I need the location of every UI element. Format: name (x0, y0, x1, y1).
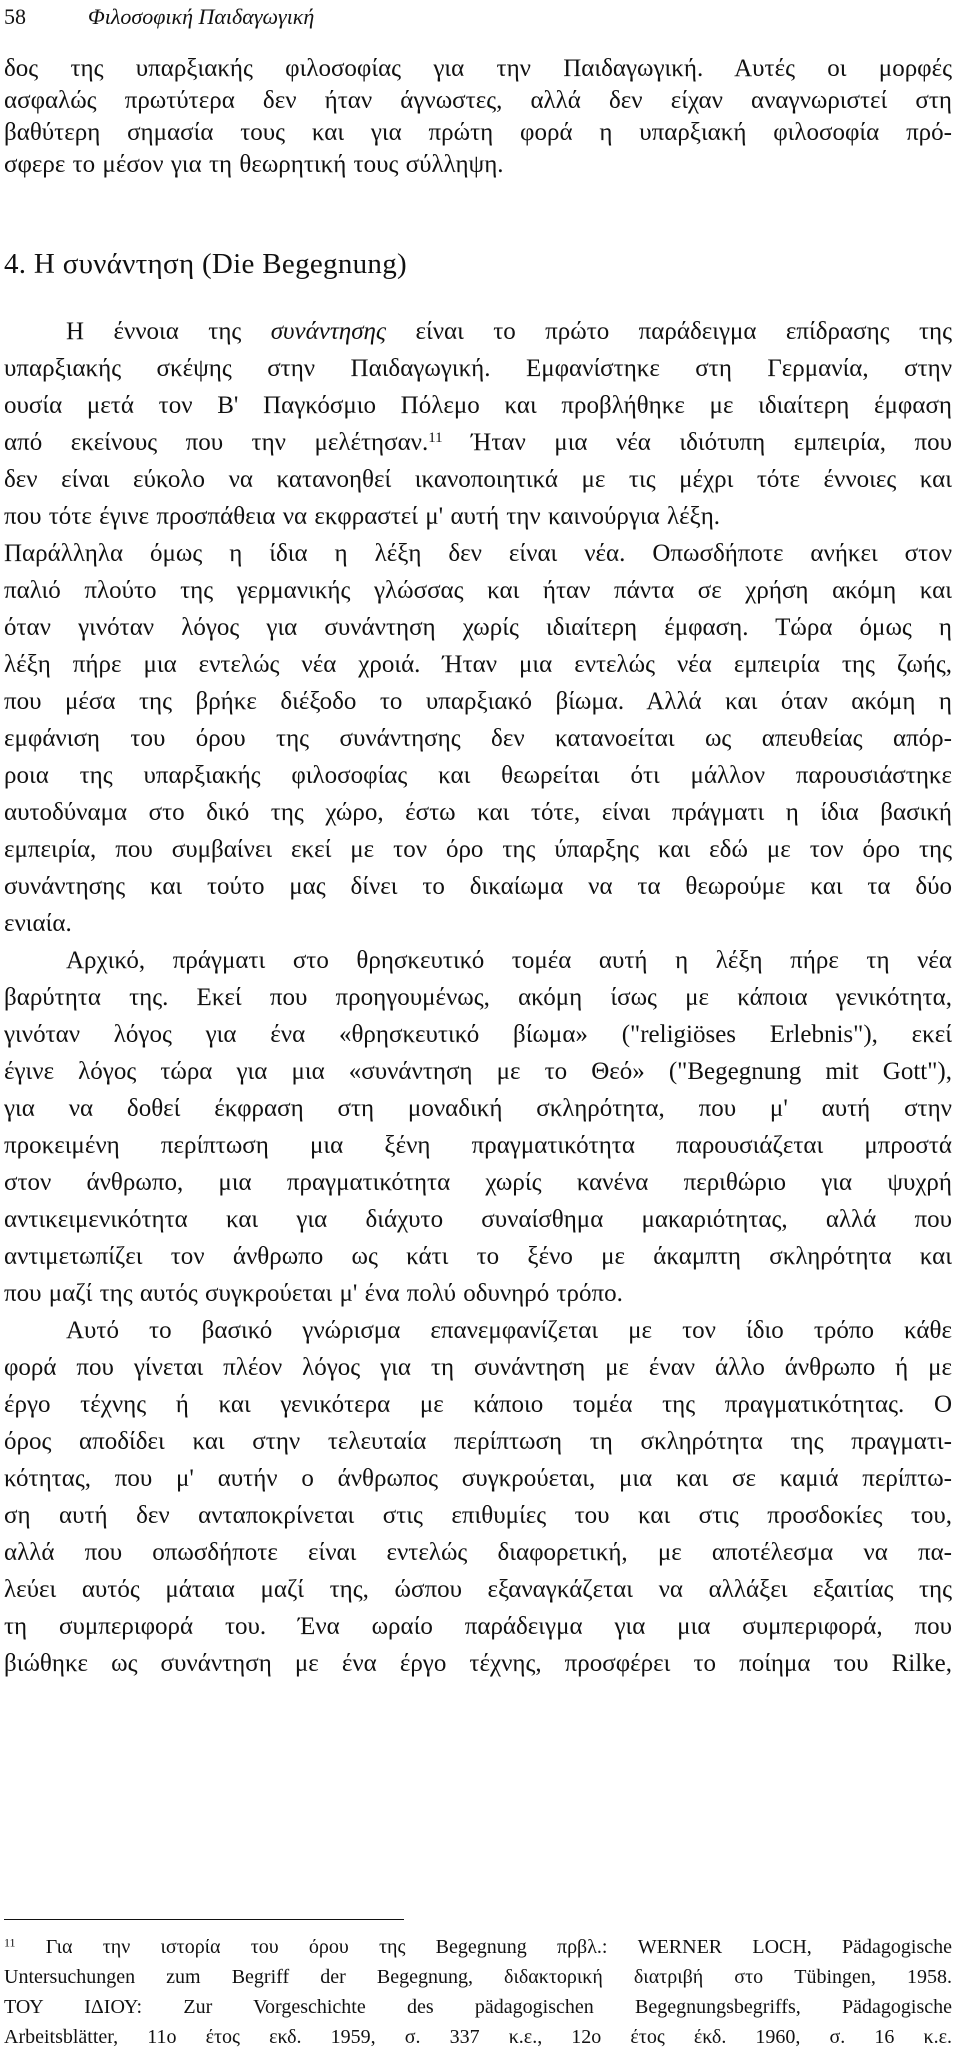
text-line: αυτοδύναμα στο δικό της χώρο, έστω και τότε, είναι πράγματι η ίδια βασική (4, 799, 952, 826)
text-line: Αυτό το βασικό γνώρισμα επανεμφανίζεται με τον ίδιο τρόπο κάθε (66, 1317, 952, 1344)
text-line: αλλά που οπωσδήποτε είναι εντελώς διαφορετική, με αποτέλεσμα να πα- (4, 1539, 952, 1566)
text-line: που μαζί της αυτός συγκρούεται μ' ένα πολύ οδυνηρό τρόπο. (4, 1280, 623, 1307)
text-line: βαθύτερη σημασία τους και για πρώτη φορά η υπαρξιακή φιλοσοφία πρό- (4, 119, 952, 146)
text-line: που τότε έγινε προσπάθεια να εκφραστεί μ' αυτή την καινούργια λέξη. (4, 503, 721, 530)
emphasized-term: συνάντησης (270, 318, 387, 345)
section-heading: 4. Η συνάντηση (Die Begegnung) (4, 248, 407, 280)
text-line: φορά που γίνεται πλέον λόγος για τη συνάντηση με έναν άλλο άνθρωπο ή με (4, 1354, 952, 1381)
text-line: συνάντησης και τούτο μας δίνει το δικαίωμα να τα θεωρούμε και τα δύο (4, 873, 952, 900)
text-line: όρος αποδίδει και στην τελευταία περίπτωση τη σκληρότητα της πραγματι- (4, 1428, 952, 1455)
text-line: βαρύτητα της. Εκεί που προηγουμένως, ακόμη ίσως με κάποια γενικότητα, (4, 984, 952, 1011)
text-line: προκειμένη περίπτωση μια ξένη πραγματικότητα παρουσιάζεται μπροστά (4, 1132, 952, 1159)
running-title: Φιλοσοφική Παιδαγωγική (88, 4, 315, 29)
text-line: εμφάνιση του όρου της συνάντησης δεν κατανοείται ως απευθείας απόρ- (4, 725, 952, 752)
text-line: βιώθηκε ως συνάντηση με ένα έργο τέχνης, προσφέρει το ποίημα του Rilke, (4, 1650, 952, 1677)
text-line: αντιμετωπίζει τον άνθρωπο ως κάτι το ξένο με άκαμπτη σκληρότητα και (4, 1243, 952, 1270)
text-line: ση αυτή δεν ανταποκρίνεται στις επιθυμίες του και στις προσδοκίες του, (4, 1502, 952, 1529)
text-line: δος της υπαρξιακής φιλοσοφίας για την Παιδαγωγική. Αυτές οι μορφές (4, 55, 952, 82)
footnote-number: 11 (4, 1935, 16, 1950)
text-line: αντικειμενικότητα και για διάχυτο συναίσθημα μακαριότητας, αλλά που (4, 1206, 952, 1233)
text-line: από εκείνους που την μελέτησαν.$^{11}$ Ήταν μια νέα ιδιότυπη εμπειρία, που (4, 429, 952, 456)
footnote-line: Arbeitsblätter, 11ο έτος εκδ. 1959, σ. 337 κ.ε., 12ο έτος έκδ. 1960, σ. 16 κ.ε. (4, 2026, 952, 2048)
page-number: 58 (4, 4, 26, 29)
text-line: Παράλληλα όμως η ίδια η λέξη δεν είναι νέα. Οπωσδήποτε ανήκει στον (4, 540, 952, 567)
text-line: υπαρξιακής σκέψης στην Παιδαγωγική. Εμφανίστηκε στη Γερμανία, στην (4, 355, 952, 382)
text-line: έργο τέχνης ή και γενικότερα με κάποιο τομέα της πραγματικότητας. Ο (4, 1391, 952, 1418)
text-line: δεν είναι εύκολο να κατανοηθεί ικανοποιητικά με τις μέχρι τότε έννοιες και (4, 466, 952, 493)
footnote-reference[interactable]: 11 (428, 429, 443, 446)
text-line: κότητας, που μ' αυτήν ο άνθρωπος συγκρούεται, μια και σε καμιά περίπτω- (4, 1465, 952, 1492)
footnote-line: Untersuchungen zum Begriff der Begegnung, διδακτορική διατριβή στο Tübingen, 1958. (4, 1966, 952, 1988)
footnote-line: ΤΟΥ ΙΔΙΟΥ: Zur Vorgeschichte des pädagogischen Begegnungsbegriffs, Pädagogische (4, 1996, 952, 2018)
text-line: έγινε λόγος τώρα για μια «συνάντηση με το Θεό» ("Begegnung mit Gott"), (4, 1058, 952, 1085)
text-line: σφερε το μέσον για τη θεωρητική τους σύλληψη. (4, 151, 504, 178)
text-line: όταν γινόταν λόγος για συνάντηση χωρίς ιδιαίτερη έμφαση. Τώρα όμως η (4, 614, 952, 641)
text-line: στον άνθρωπο, μια πραγματικότητα χωρίς κανένα περιθώριο για ψυχρή (4, 1169, 952, 1196)
text-line: λεύει αυτός μάταια μαζί της, ώσπου εξαναγκάζεται να αλλάξει εξαιτίας της (4, 1576, 952, 1603)
running-head (4, 2, 314, 32)
text-line: παλιό πλούτο της γερμανικής γλώσσας και ήταν πάντα σε χρήση ακόμη και (4, 577, 952, 604)
text-line: τη συμπεριφορά του. Ένα ωραίο παράδειγμα για μια συμπεριφορά, που (4, 1613, 952, 1640)
text-line: ενιαία. (4, 910, 72, 937)
text-line: Αρχικό, πράγματι στο θρησκευτικό τομέα αυτή η λέξη πήρε τη νέα (66, 947, 952, 974)
text-line: για να δοθεί έκφραση στη μοναδική σκληρότητα, που μ' αυτή στην (4, 1095, 952, 1122)
text-line: Η έννοια της συνάντησης είναι το πρώτο παράδειγμα επίδρασης της (66, 318, 952, 345)
text-line: γινόταν λόγος για ένα «θρησκευτικό βίωμα» ("religiöses Erlebnis"), εκεί (4, 1021, 952, 1048)
text-line: ουσία μετά τον Β' Παγκόσμιο Πόλεμο και προβλήθηκε με ιδιαίτερη έμφαση (4, 392, 952, 419)
text-line: ροια της υπαρξιακής φιλοσοφίας και θεωρείται ότι μάλλον παρουσιάστηκε (4, 762, 952, 789)
text-line: που μέσα της βρήκε διέξοδο το υπαρξιακό βίωμα. Αλλά και όταν ακόμη η (4, 688, 952, 715)
text-line: λέξη πήρε μια εντελώς νέα χροιά. Ήταν μια εντελώς νέα εμπειρία της ζωής, (4, 651, 952, 678)
text-line: ασφαλώς πρωτύτερα δεν ήταν άγνωστες, αλλά δεν είχαν αναγνωριστεί στη (4, 87, 952, 114)
footnote-separator (4, 1919, 404, 1920)
footnote-line: $^{11}$ Για την ιστορία του όρου της Begegnung πρβλ.: WERNER LOCH, Pädagogische (4, 1935, 952, 1958)
text-line: εμπειρία, που συμβαίνει εκεί με τον όρο της ύπαρξης και εδώ με τον όρο της (4, 836, 952, 863)
